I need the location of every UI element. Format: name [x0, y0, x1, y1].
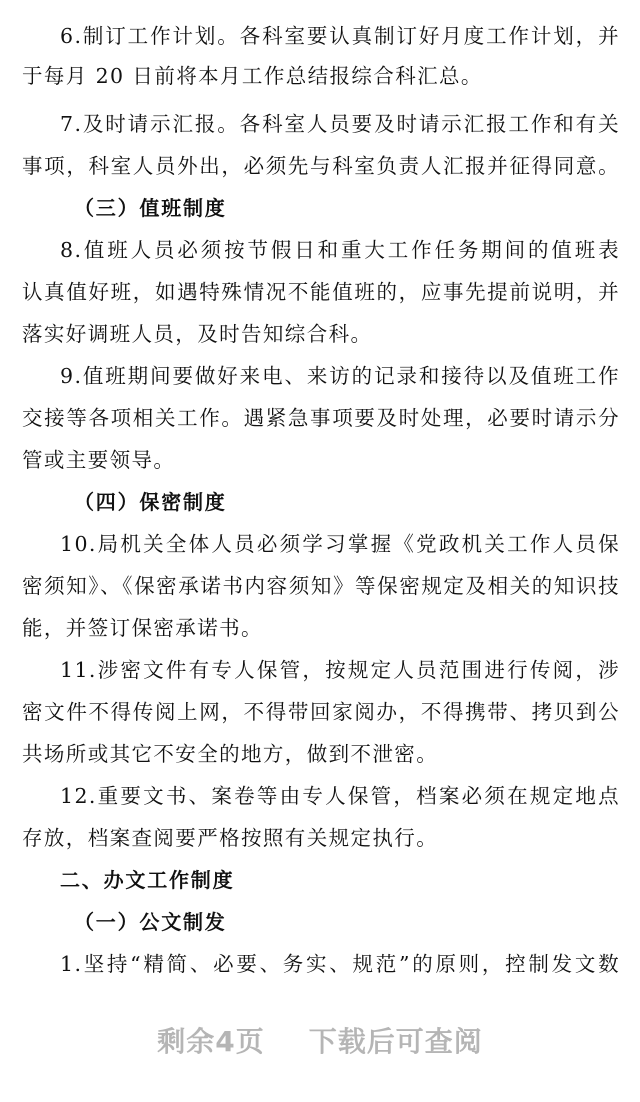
- paragraph-10-line-3: 能，并签订保密承诺书。: [22, 616, 263, 640]
- paragraph-11-line-3: 共场所或其它不安全的地方，做到不泄密。: [22, 742, 439, 766]
- paragraph-8-line-3: 落实好调班人员，及时告知综合科。: [22, 322, 373, 346]
- paragraph-7-line-1: 7.及时请示汇报。各科室人员要及时请示汇报工作和有关: [60, 112, 620, 136]
- remaining-pages-label: 剩余4页: [157, 1025, 265, 1058]
- paragraph-1-line-1: 1.坚持“精简、必要、务实、规范”的原则，控制发文数: [60, 952, 620, 976]
- paragraph-12-line-2: 存放，档案查阅要严格按照有关规定执行。: [22, 826, 439, 850]
- paragraph-9-line-3: 管或主要领导。: [22, 448, 176, 472]
- paragraph-10-line-2: 密须知》、《保密承诺书内容须知》等保密规定及相关的知识技: [22, 574, 620, 598]
- paragraph-6-line-2: 于每月 20 日前将本月工作总结报综合科汇总。: [22, 64, 483, 88]
- section-heading-duty: （三）值班制度: [74, 196, 227, 220]
- paragraph-6-line-1: 6.制订工作计划。各科室要认真制订好月度工作计划，并: [60, 24, 620, 48]
- download-to-view-label: 下载后可查阅: [308, 1025, 483, 1058]
- paragraph-8-line-2: 认真值好班，如遇特殊情况不能值班的，应事先提前说明，并: [22, 280, 620, 304]
- paragraph-9-line-2: 交接等各项相关工作。遇紧急事项要及时处理，必要时请示分: [22, 406, 620, 430]
- paragraph-11-line-2: 密文件不得传阅上网，不得带回家阅办，不得携带、拷贝到公: [22, 700, 620, 724]
- paragraph-10-line-1: 10.局机关全体人员必须学习掌握《党政机关工作人员保: [60, 532, 620, 556]
- paragraph-11-line-1: 11.涉密文件有专人保管，按规定人员范围进行传阅，涉: [60, 658, 620, 682]
- chapter-heading-document-work: 二、办文工作制度: [60, 868, 235, 892]
- paragraph-9-line-1: 9.值班期间要做好来电、来访的记录和接待以及值班工作: [60, 364, 620, 388]
- section-heading-confidentiality: （四）保密制度: [74, 490, 227, 514]
- paragraph-7-line-2: 事项，科室人员外出，必须先与科室负责人汇报并征得同意。: [22, 154, 620, 178]
- section-heading-document-issuance: （一）公文制发: [74, 910, 227, 934]
- paragraph-12-line-1: 12.重要文书、案卷等由专人保管，档案必须在规定地点: [60, 784, 620, 808]
- download-prompt[interactable]: [0, 1020, 640, 1060]
- paragraph-8-line-1: 8.值班人员必须按节假日和重大工作任务期间的值班表: [60, 238, 620, 262]
